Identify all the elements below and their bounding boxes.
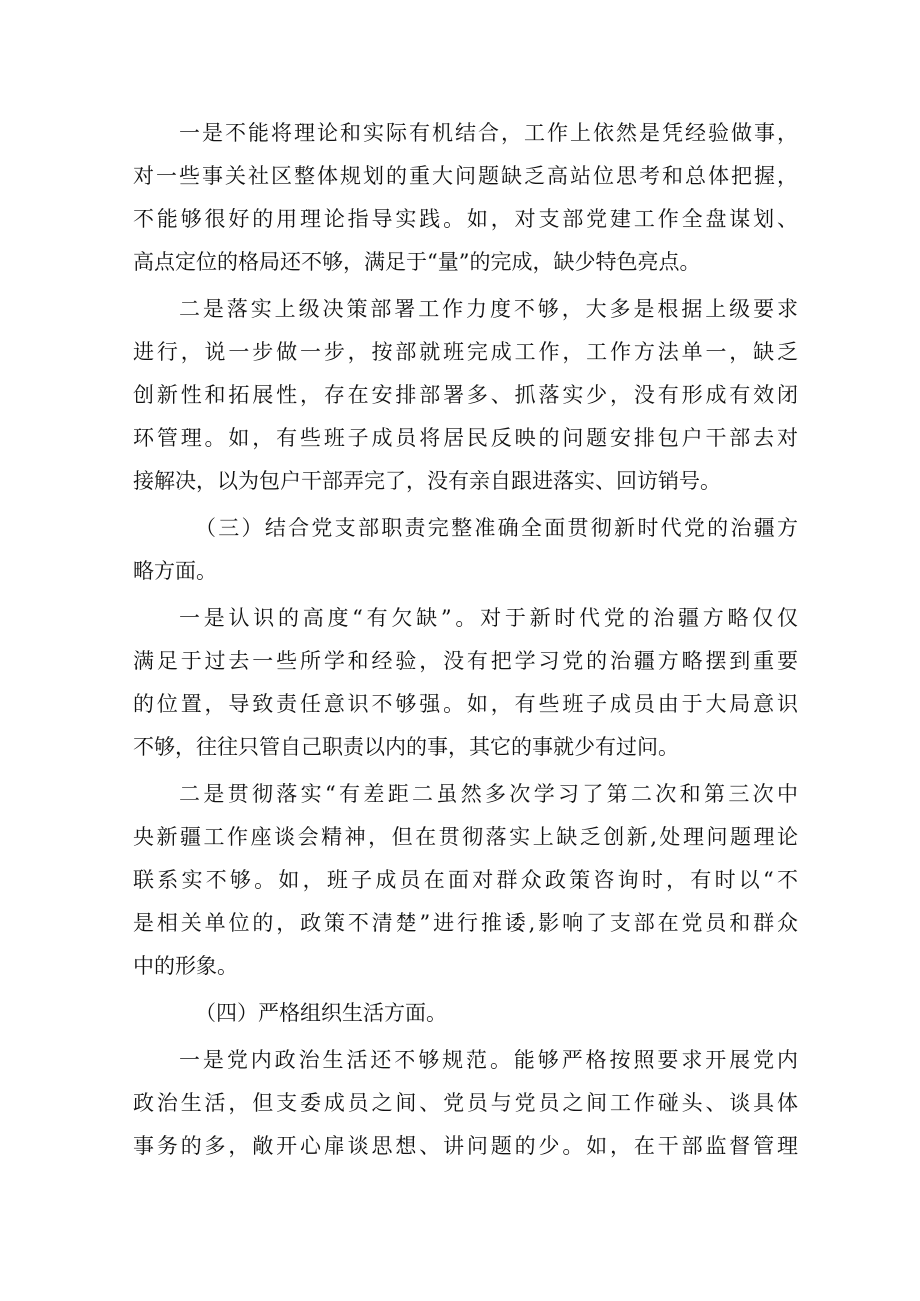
heading-line: （四）严格组织生活方面。 — [195, 1001, 447, 1025]
paragraph-theory-practice — [133, 112, 798, 284]
section-heading-3 — [133, 507, 798, 593]
text-line: 接解决，以为包户干部弄完了，没有亲自跟进落实、回访销号。 — [133, 469, 721, 493]
text-line: 中的形象。 — [133, 954, 238, 978]
section-heading-4 — [133, 992, 798, 1035]
text-line: 是相关单位的，政策不清楚”进行推诿,影响了支部在党员和群众 — [133, 911, 798, 935]
paragraph-implementation — [133, 288, 798, 503]
text-line: 事务的多，敞开心扉谈思想、讲问题的少。如，在干部监督管理 — [133, 1134, 798, 1158]
text-line: 政治生活，但支委成员之间、党员与党员之间工作碰头、谈具体 — [133, 1091, 798, 1115]
document-body — [133, 112, 798, 1168]
text-line: 二是贯彻落实“有差距二虽然多次学习了第二次和第三次中 — [179, 782, 798, 806]
text-line: 不够，往往只管自己职责以内的事，其它的事就少有过问。 — [133, 735, 679, 759]
text-line: 对一些事关社区整体规划的重大问题缺乏高站位思考和总体把握， — [133, 164, 798, 188]
text-line: 一是党内政治生活还不够规范。能够严格按照要求开展党内 — [179, 1048, 798, 1072]
text-line: 二是落实上级决策部署工作力度不够，大多是根据上级要求 — [179, 297, 798, 321]
text-line: 高点定位的格局还不够，满足于“量”的完成，缺少特色亮点。 — [133, 250, 701, 274]
heading-line: 略方面。 — [133, 559, 217, 583]
text-line: 进行，说一步做一步，按部就班完成工作，工作方法单一，缺乏 — [133, 340, 798, 364]
text-line: 的位置，导致责任意识不够强。如，有些班子成员由于大局意识 — [133, 692, 798, 716]
paragraph-political-life — [133, 1039, 798, 1168]
text-line: 联系实不够。如，班子成员在面对群众政策咨询时，有时以“不 — [133, 868, 798, 892]
text-line: 一是不能将理论和实际有机结合，工作上依然是凭经验做事， — [179, 121, 798, 145]
text-line: 央新疆工作座谈会精神，但在贯彻落实上缺乏创新,处理问题理论 — [133, 825, 798, 849]
paragraph-awareness — [133, 597, 798, 769]
paragraph-gap-implementation — [133, 773, 798, 988]
text-line: 创新性和拓展性，存在安排部署多、抓落实少，没有形成有效闭 — [133, 383, 798, 407]
text-line: 不能够很好的用理论指导实践。如，对支部党建工作全盘谋划、 — [133, 207, 798, 231]
text-line: 一是认识的高度“有欠缺”。对于新时代党的治疆方略仅仅 — [179, 606, 798, 630]
heading-line: （三）结合党支部职责完整准确全面贯彻新时代党的治疆方 — [195, 516, 798, 540]
text-line: 环管理。如，有些班子成员将居民反映的问题安排包户干部去对 — [133, 426, 798, 450]
text-line: 满足于过去一些所学和经验，没有把学习党的治疆方略摆到重要 — [133, 649, 798, 673]
